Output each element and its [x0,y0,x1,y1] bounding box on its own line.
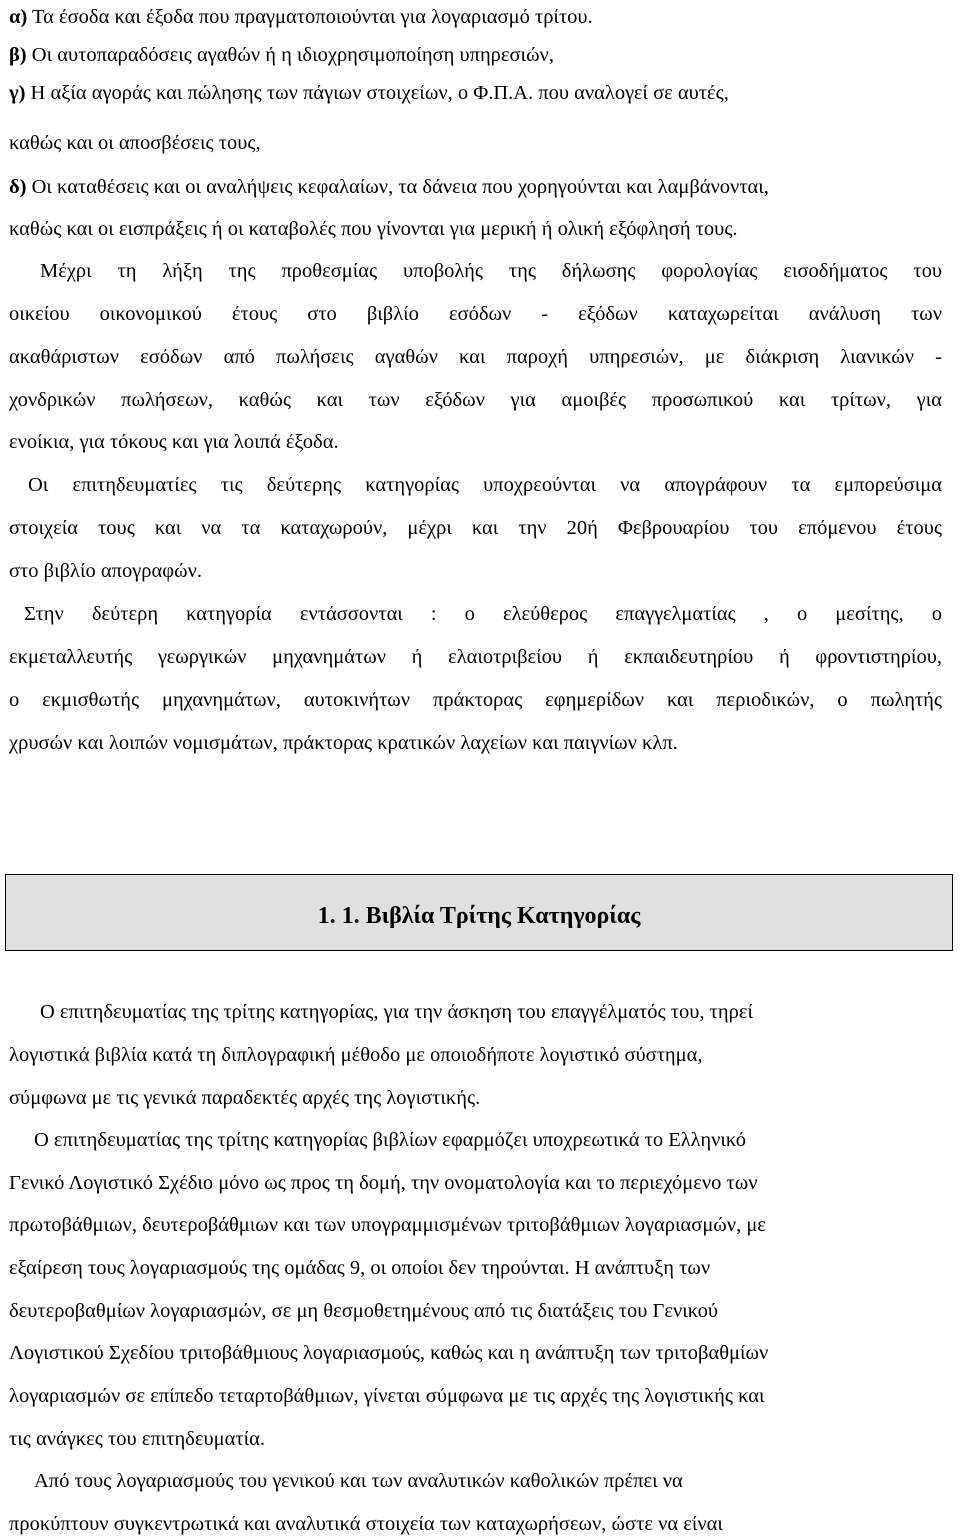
paragraph-line: Ο επιτηδευματίας της τρίτης κατηγορίας, για την άσκηση του επαγγέλματός του, τηρεί [40,1001,753,1023]
paragraph-line: ακαθάριστων εσόδων από πωλήσεις αγαθών και παροχή υπηρεσιών, με διάκριση λιανικών - [9,346,942,368]
list-item-d [9,175,769,199]
paragraph-line: στοιχεία τους και να τα καταχωρούν, μέχρι και την 20ή Φεβρουαρίου του επόμενου έτους [9,517,942,539]
list-text: Η αξία αγοράς και πώλησης των πάγιων στοιχείων, ο Φ.Π.Α. που αναλογεί σε αυτές, [30,82,729,104]
paragraph-line: χονδρικών πωλήσεων, καθώς και των εξόδων για αμοιβές προσωπικού και τρίτων, για [9,389,942,411]
paragraph-line: εξαίρεση τους λογαριασμούς της ομάδας 9, οι οποίοι δεν τηρούνται. Η ανάπτυξη των [9,1257,711,1279]
list-item-c [9,81,729,105]
paragraph-line: χρυσών και λοιπών νομισμάτων, πράκτορας κρατικών λαχείων και παιγνίων κλπ. [9,732,678,754]
list-label: α) [9,6,28,28]
paragraph-line: εκμεταλλευτής γεωργικών μηχανημάτων ή ελαιοτριβείου ή εκπαιδευτηρίου ή φροντιστηρίου, [9,646,942,668]
paragraph-line: Από τους λογαριασμούς του γενικού και των αναλυτικών καθολικών πρέπει να [34,1470,683,1492]
section-heading: 1. 1. Βιβλία Τρίτης Κατηγορίας [317,903,641,929]
paragraph-line: Στην δεύτερη κατηγορία εντάσσονται : ο ελεύθερος επαγγελματίας , ο μεσίτης, ο [24,603,942,625]
list-item-b [9,43,554,67]
paragraph-line: ο εκμισθωτής μηχανημάτων, αυτοκινήτων πράκτορας εφημερίδων και περιοδικών, ο πωλητής [9,689,942,711]
paragraph-line: Γενικό Λογιστικό Σχέδιο μόνο ως προς τη δομή, την ονοματολογία και το περιεχόμενο των [9,1172,758,1194]
list-text: Τα έσοδα και έξοδα που πραγματοποιούνται για λογαριασμό τρίτου. [32,6,593,28]
list-label: β) [9,44,27,66]
list-text: Οι αυτοπαραδόσεις αγαθών ή η ιδιοχρησιμοποίηση υπηρεσιών, [31,44,554,66]
list-label: δ) [9,176,27,198]
paragraph-line: οικείου οικονομικού έτους στο βιβλίο εσόδων - εξόδων καταχωρείται ανάλυση των [9,303,942,325]
paragraph-line: δευτεροβαθμίων λογαριασμών, σε μη θεσμοθετημένους από τις διατάξεις του Γενικού [9,1300,719,1322]
paragraph-line: προκύπτουν συγκεντρωτικά και αναλυτικά στοιχεία των καταχωρήσεων, ώστε να είναι [9,1513,723,1535]
paragraph-line: Οι επιτηδευματίες τις δεύτερης κατηγορίας υποχρεούνται να απογράφουν τα εμπορεύσιμα [28,474,942,496]
paragraph-line: Λογιστικού Σχεδίου τριτοβάθμιους λογαριασμούς, καθώς και η ανάπτυξη των τριτοβαθμίων [9,1342,769,1364]
section-heading-box [5,874,953,951]
paragraph-line: στο βιβλίο απογραφών. [9,560,202,582]
list-text: Οι καταθέσεις και οι αναλήψεις κεφαλαίων, τα δάνεια που χορηγούνται και λαμβάνονται, [31,176,769,198]
paragraph-line: λογιστικά βιβλία κατά τη διπλογραφική μέθοδο με οποιοδήποτε λογιστικό σύστημα, [9,1044,703,1066]
list-label: γ) [9,82,26,104]
list-item-d-cont: καθώς και οι εισπράξεις ή οι καταβολές που γίνονται για μερική ή ολική εξόφλησή τους. [9,218,738,240]
paragraph-line: Ο επιτηδευματίας της τρίτης κατηγορίας βιβλίων εφαρμόζει υποχρεωτικά το Ελληνικό [34,1129,747,1151]
paragraph-line: σύμφωνα με τις γενικά παραδεκτές αρχές της λογιστικής. [9,1087,481,1109]
list-item-c-cont: καθώς και οι αποσβέσεις τους, [9,132,261,154]
paragraph-line: τις ανάγκες του επιτηδευματία. [9,1428,265,1450]
list-item-a [9,5,593,29]
paragraph-line: Μέχρι τη λήξη της προθεσμίας υποβολής της δήλωσης φορολογίας εισοδήματος του [40,260,942,282]
paragraph-line: ενοίκια, για τόκους και για λοιπά έξοδα. [9,431,339,453]
paragraph-line: πρωτοβάθμιων, δευτεροβάθμιων και των υπογραμμισμένων τριτοβάθμιων λογαριασμών, με [9,1214,766,1236]
paragraph-line: λογαριασμών σε επίπεδο τεταρτοβάθμιων, γίνεται σύμφωνα με τις αρχές της λογιστικής και [9,1385,765,1407]
